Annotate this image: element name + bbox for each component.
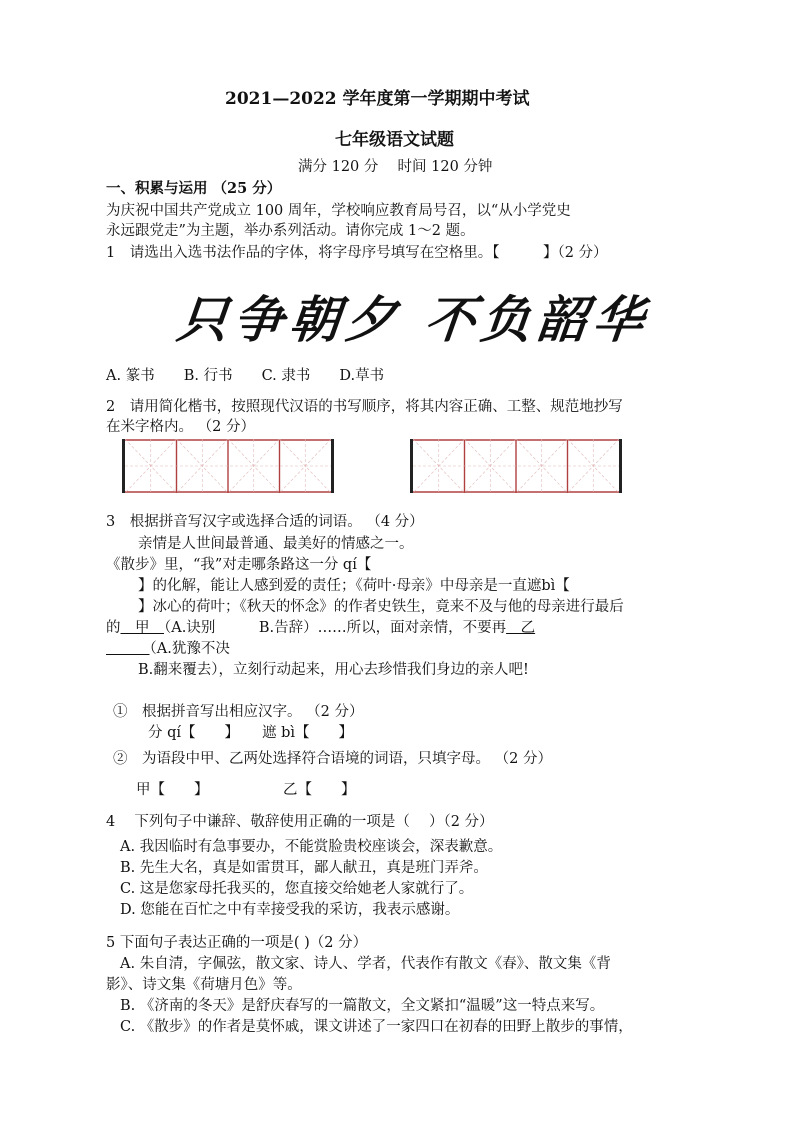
q3-passage-3: 】的化解，能让人感到爱的责任；《荷叶·母亲》中母亲是一直遮bì【 xyxy=(138,578,570,594)
q3-passage-2: 《散步》里，“我”对走哪条路这一分 qí【 xyxy=(106,557,372,573)
exam-title: 2021—2022 学年度第一学期期中考试 xyxy=(225,89,530,109)
q3-sub2-answer-jia[interactable]: 甲【 】 xyxy=(136,782,209,798)
q4-option-a: A. 我因临时有急事要办，不能赏脸贵校座谈会，深表歉意。 xyxy=(120,839,503,855)
blank-yi[interactable]: 乙 xyxy=(506,620,536,636)
exam-subtitle: 七年级语文试题 xyxy=(335,130,454,150)
q3-sub2-answer-yi[interactable]: 乙【 】 xyxy=(283,782,356,798)
blank-jia[interactable]: 甲 xyxy=(120,620,164,636)
q3-passage-5 xyxy=(106,618,535,638)
mizi-grid-left[interactable] xyxy=(122,439,334,493)
q5-option-a-line2: 影》、诗文集《荷塘月色》等。 xyxy=(106,977,302,993)
q3-passage-6 xyxy=(106,639,230,659)
q1-stem: 1 请选出入选书法作品的字体，将字母序号填写在空格里。【 】（2 分） xyxy=(106,245,608,261)
q3-passage-7: B.翻来覆去），立刻行动起来，用心去珍惜我们身边的亲人吧! xyxy=(138,662,529,678)
q2-stem-line-1: 2 请用简化楷书，按照现代汉语的书写顺序，将其内容正确、工整、规范地抄写 xyxy=(106,399,623,415)
q3-option-a: （A.犹豫不决 xyxy=(149,641,230,657)
q3-passage-5-lead: 的 xyxy=(106,620,121,636)
q4-stem: 4 下列句子中谦辞、敬辞使用正确的一项是（ ）（2 分） xyxy=(106,814,494,830)
q3-sub1-answer-a[interactable]: 分 qí【 】 xyxy=(148,725,240,741)
q5-option-c: C. 《散步》的作者是莫怀戚，课文讲述了一家四口在初春的田野上散步的事情， xyxy=(120,1019,633,1035)
q3-sub1-answer-b[interactable]: 遮 bì【 】 xyxy=(262,725,354,741)
intro-line-2: 永远跟党走”为主题，举办系列活动。请你完成 1～2 题。 xyxy=(106,223,475,239)
calligraphy-image: 只争朝夕 不负韶华 xyxy=(174,290,653,349)
blank-yi-cont[interactable] xyxy=(106,641,150,657)
q3-stem: 3 根据拼音写汉字或选择合适的词语。 （4 分） xyxy=(106,514,424,530)
mizi-grid-right[interactable] xyxy=(410,439,622,493)
q1-options: A. 篆书 B. 行书 C. 隶书 D.草书 xyxy=(106,368,385,384)
q4-option-b: B. 先生大名，真是如雷贯耳，鄙人献丑，真是班门弄斧。 xyxy=(120,860,488,876)
q3-passage-4: 】冰心的荷叶；《秋天的怀念》的作者史铁生，竟来不及与他的母亲进行最后 xyxy=(138,599,624,615)
section-heading: 一、积累与运用 （25 分） xyxy=(106,180,282,197)
q3-sub2: ② 为语段中甲、乙两处选择符合语境的词语，只填字母。 （2 分） xyxy=(113,751,552,767)
q5-option-b: B. 《济南的冬天》是舒庆春写的一篇散文，全文紧扣“温暖”这一特点来写。 xyxy=(120,998,605,1014)
q3-passage-1: 亲情是人世间最普通、最美好的情感之一。 xyxy=(138,536,414,552)
q5-option-a-line1: A. 朱自清，字佩弦，散文家、诗人、学者，代表作有散文《春》、散文集《背 xyxy=(120,956,611,972)
score-info: 满分 120 分 时间 120 分钟 xyxy=(298,159,493,175)
q4-option-c: C. 这是您家母托我买的，您直接交给她老人家就行了。 xyxy=(120,881,474,897)
q3-passage-5-options: （A.诀别 B.告辞）……所以，面对亲情，不要再 xyxy=(164,620,507,636)
q5-stem: 5 下面句子表达正确的一项是( )（2 分） xyxy=(106,935,368,951)
q3-sub1: ① 根据拼音写出相应汉字。 （2 分） xyxy=(113,704,364,720)
intro-line-1: 为庆祝中国共产党成立 100 周年，学校响应教育局号召，以“从小学党史 xyxy=(106,203,571,219)
q4-option-d: D. 您能在百忙之中有幸接受我的采访，我表示感谢。 xyxy=(120,902,460,918)
q2-stem-line-2: 在米字格内。 （2 分） xyxy=(106,419,255,435)
